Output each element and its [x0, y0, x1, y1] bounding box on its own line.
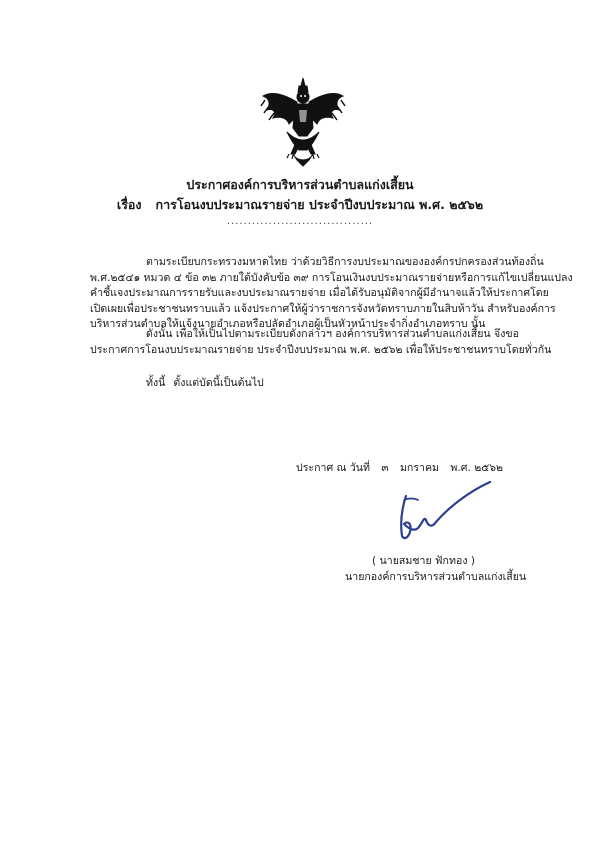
date-day: ๓: [381, 462, 389, 474]
signer-title: นายกองค์การบริหารส่วนตำบลแก่งเสี้ยน: [345, 571, 527, 583]
garuda-emblem-icon: [259, 76, 347, 168]
handwritten-signature: [378, 478, 498, 548]
subject-label: เรื่อง: [116, 197, 142, 212]
paragraph-line: ตามระเบียบกระทรวงมหาดไทย ว่าด้วยวิธีการงบประมาณขององค์กรปกครองส่วนท้องถิ่น: [146, 256, 544, 268]
paragraph-line: คำชี้แจงประมาณการรายรับและงบประมาณรายจ่าย เมื่อได้รับอนุมัติจากผู้มีอำนาจแล้วให้ประกาศโดย: [90, 287, 549, 299]
announcement-title: ประกาศองค์การบริหารส่วนตำบลแก่งเสี้ยน: [186, 177, 414, 192]
effective-text: ตั้งแต่บัดนี้เป็นต้นไป: [173, 377, 264, 389]
announcement-date: [296, 459, 503, 476]
paragraph-line: บริหารส่วนตำบลให้แจ้งนายอำเภอหรือปลัดอำเภอผู้เป็นหัวหน้าประจำกิ่งอำเภอทราบ นั้น: [90, 318, 486, 330]
announcement-subject: [0, 195, 600, 215]
signer-name: ( นายสมชาย ฟักทอง ): [372, 555, 475, 567]
paragraph-line: ดังนั้น เพื่อให้เป็นไปตามระเบียบดังกล่าวฯ องค์การบริหารส่วนตำบลแก่งเสี้ยน จึงขอ: [146, 328, 520, 340]
paragraph-line: เปิดเผยเพื่อประชาชนทราบแล้ว แจ้งประกาศให้ผู้ว่าราชการจังหวัดทราบภายในสิบห้าวัน สำหรับองค์การ: [90, 302, 556, 315]
paragraph-announcement: [90, 327, 570, 358]
title-separator: ...................................: [226, 216, 374, 227]
paragraph-line: พ.ศ.๒๕๔๑ หมวด ๔ ข้อ ๓๒ ภายใต้บังคับข้อ ๓๙ การโอนเงินงบประมาณรายจ่ายหรือการแก้ไขเปลี่ยนแปลง: [90, 271, 573, 284]
date-month: มกราคม: [399, 462, 440, 474]
effective-label: ทั้งนี้: [146, 377, 166, 389]
paragraph-regulation: [90, 255, 573, 333]
date-prefix: ประกาศ ณ วันที่: [296, 462, 370, 474]
date-year: พ.ศ. ๒๕๖๒: [450, 462, 503, 474]
paragraph-effective: [146, 376, 600, 392]
paragraph-line: ประกาศการโอนงบประมาณรายจ่าย ประจำปีงบประมาณ พ.ศ. ๒๕๖๒ เพื่อให้ประชาชนทราบโดยทั่วกัน: [90, 343, 552, 356]
subject-text: การโอนงบประมาณรายจ่าย ประจำปีงบประมาณ พ.ศ. ๒๕๖๒: [155, 197, 484, 212]
